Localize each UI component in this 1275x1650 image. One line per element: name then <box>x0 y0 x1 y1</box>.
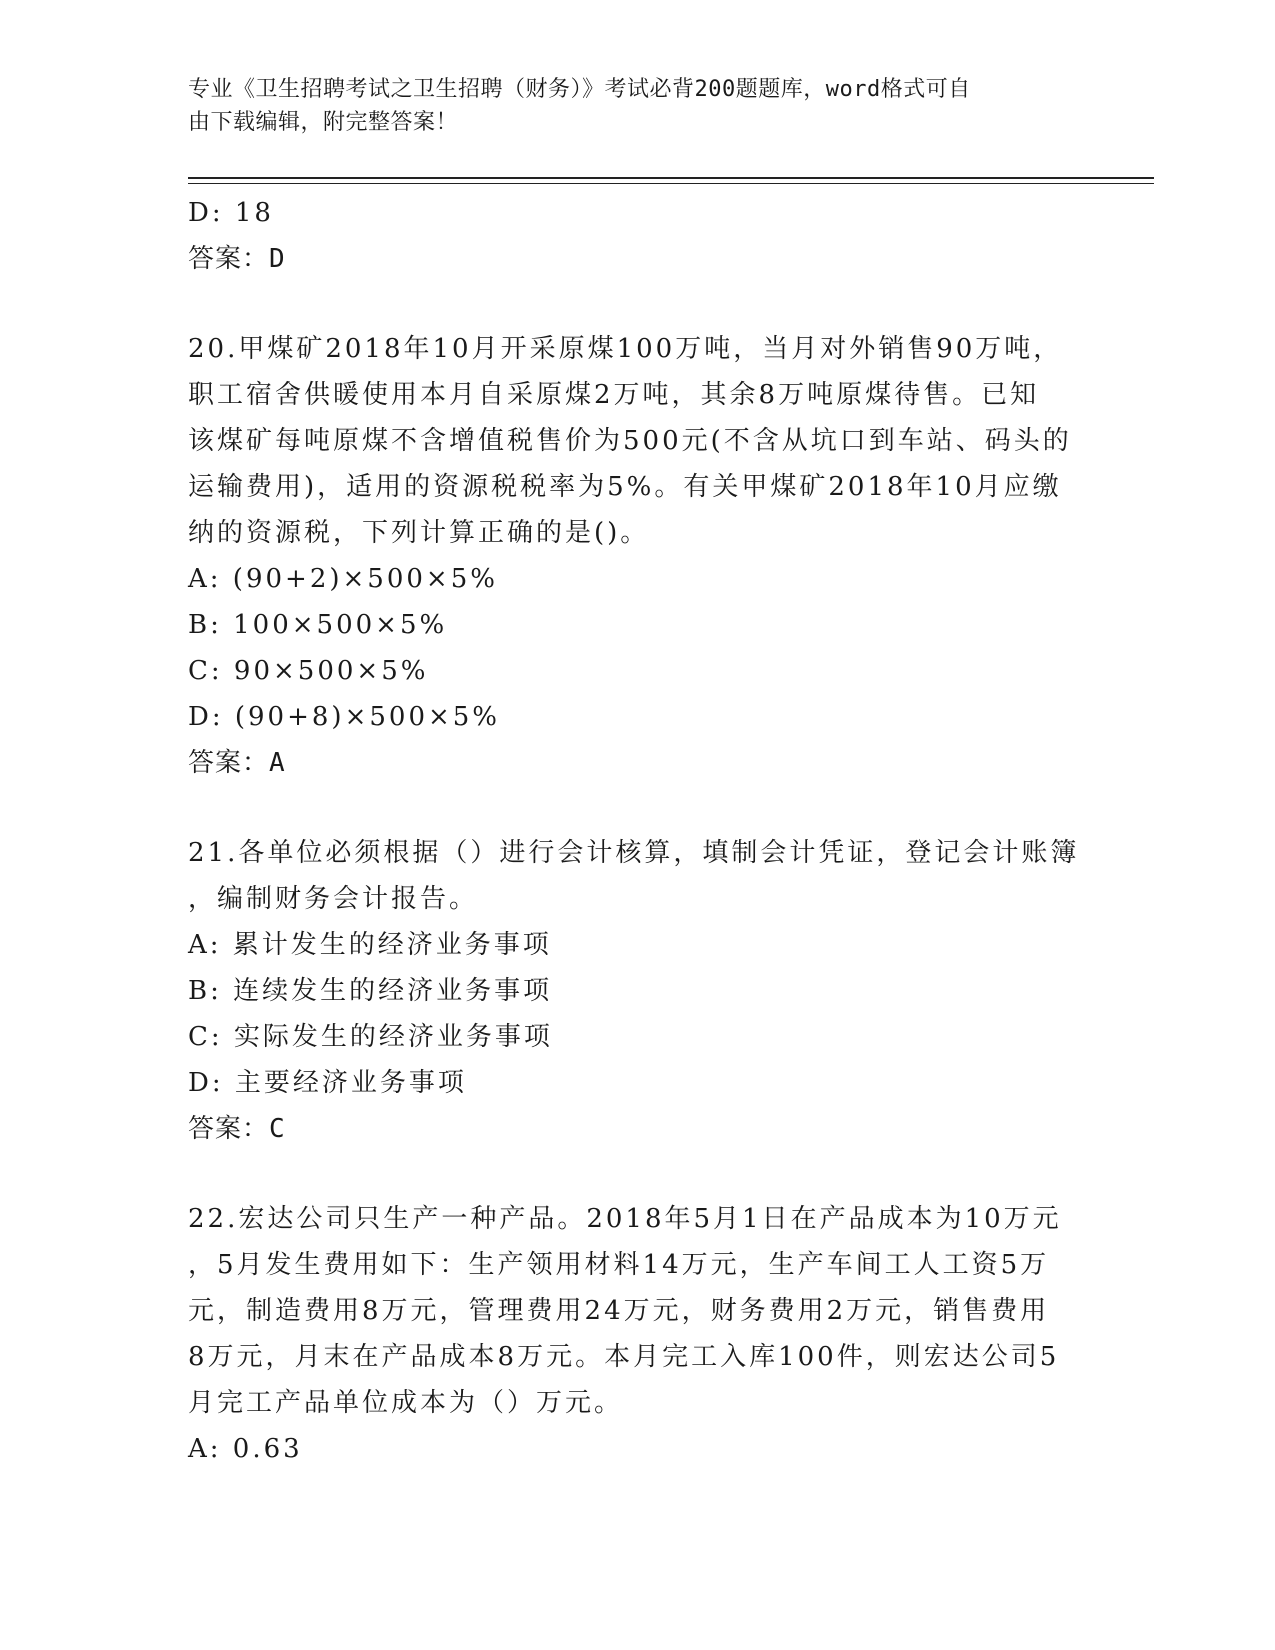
question-20-line: 纳的资源税，下列计算正确的是()。 <box>188 518 650 548</box>
header-line-2: 由下载编辑，附完整答案！ <box>188 110 459 135</box>
question-22-option-a: A: 0.63 <box>188 1434 303 1464</box>
question-21-answer: 答案：C <box>188 1114 286 1144</box>
question-21-option-d: D: 主要经济业务事项 <box>188 1068 467 1098</box>
question-20-line: 运输费用)，适用的资源税税率为5%。有关甲煤矿2018年10月应缴 <box>188 472 1062 502</box>
question-21-option-b: B: 连续发生的经济业务事项 <box>188 976 553 1006</box>
question-20-option-d: D: (90+8)×500×5% <box>188 702 501 732</box>
document-header <box>188 73 1078 139</box>
question-20-text <box>188 326 1088 556</box>
header-rule-thick <box>188 177 1154 179</box>
question-20-option-c: C: 90×500×5% <box>188 656 429 686</box>
prev-answer: 答案：D <box>188 244 286 274</box>
question-21-option-c: C: 实际发生的经济业务事项 <box>188 1022 553 1052</box>
question-22-line: 元，制造费用8万元，管理费用24万元，财务费用2万元，销售费用 <box>188 1296 1050 1326</box>
question-22-line: 月完工产品单位成本为（）万元。 <box>188 1388 624 1418</box>
header-line-1: 专业《卫生招聘考试之卫生招聘（财务）》考试必背200题题库，word格式可自 <box>188 77 971 102</box>
header-rule-thin <box>188 183 1154 184</box>
question-22-line: 22.宏达公司只生产一种产品。2018年5月1日在产品成本为10万元 <box>188 1204 1062 1234</box>
question-21-line: ，编制财务会计报告。 <box>188 884 479 914</box>
question-20-line: 职工宿舍供暖使用本月自采原煤2万吨，其余8万吨原煤待售。已知 <box>188 380 1040 410</box>
question-21-text <box>188 830 1088 922</box>
spacer <box>188 282 1088 326</box>
question-20-line: 20.甲煤矿2018年10月开采原煤100万吨，当月对外销售90万吨， <box>188 334 1063 364</box>
question-20-answer: 答案：A <box>188 748 286 778</box>
prev-option-d: D: 18 <box>188 198 274 228</box>
question-20-option-b: B: 100×500×5% <box>188 610 448 640</box>
question-20-line: 该煤矿每吨原煤不含增值税售价为500元(不含从坑口到车站、码头的 <box>188 426 1072 456</box>
question-21-option-a: A: 累计发生的经济业务事项 <box>188 930 552 960</box>
question-20-option-a: A: (90+2)×500×5% <box>188 564 498 594</box>
spacer <box>188 1152 1088 1196</box>
question-22-line: 8万元，月末在产品成本8万元。本月完工入库100件，则宏达公司5 <box>188 1342 1060 1372</box>
question-22-line: ，5月发生费用如下：生产领用材料14万元，生产车间工人工资5万 <box>188 1250 1050 1280</box>
question-21-line: 21.各单位必须根据（）进行会计核算，填制会计凭证，登记会计账簿 <box>188 838 1080 868</box>
question-22-text <box>188 1196 1088 1426</box>
spacer <box>188 786 1088 830</box>
document-body <box>188 190 1088 1472</box>
